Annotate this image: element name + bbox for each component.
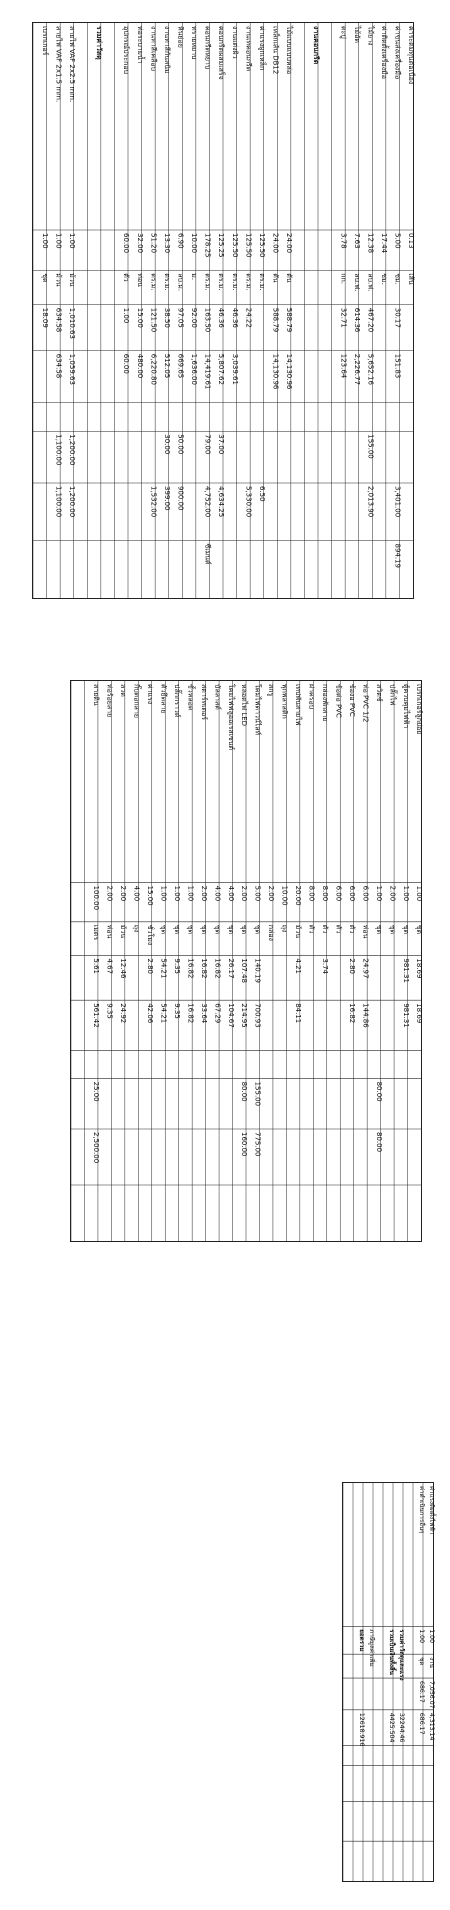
table-cell: 1,059.63 bbox=[67, 353, 76, 385]
table-cell: 480.00 bbox=[135, 353, 144, 379]
table-cell: กิ๊บตอกสาย bbox=[132, 684, 141, 718]
table-cell: หลอดไฟ LED bbox=[240, 684, 249, 727]
table-cell: 1.00 bbox=[40, 233, 49, 249]
table-cell: ชุด bbox=[159, 924, 168, 935]
table-cell: 3.78 bbox=[339, 233, 348, 249]
table-cell: ตัว bbox=[334, 924, 343, 934]
table-cell: 4.67 bbox=[105, 958, 114, 974]
table-cell: 46.36 bbox=[217, 307, 226, 328]
table-cell: 2.00 bbox=[267, 885, 276, 902]
table-cell: อุปกรณ์ประกอบ bbox=[122, 26, 131, 74]
table-cell: ชั่วโมง bbox=[146, 924, 154, 946]
table-cell: ชุด bbox=[240, 924, 249, 935]
table-cell: 6.00 bbox=[334, 885, 343, 902]
table-cell: 80.00 bbox=[374, 1132, 383, 1153]
cost-table-1 bbox=[32, 22, 414, 599]
table-cell: หินย่อย bbox=[176, 26, 185, 48]
table-cell: 107.48 bbox=[240, 958, 249, 983]
table-cell: 588.79 bbox=[285, 307, 294, 333]
table-cell: ตร.ม. bbox=[203, 273, 212, 291]
table-cell: 5,330.00 bbox=[244, 486, 253, 518]
table-cell: ตร.ม. bbox=[149, 273, 158, 291]
table-cell: ข้อต่อ PVC bbox=[334, 684, 343, 718]
table-cell: 7,056.07 bbox=[428, 1681, 436, 1709]
table-cell: ม้วน bbox=[54, 273, 63, 287]
table-cell: ทรายหยาบ bbox=[190, 26, 199, 60]
table-cell: ลวด bbox=[119, 684, 128, 697]
table-cell: ยอดรวม bbox=[358, 1629, 366, 1652]
table-cell: 155.00 bbox=[366, 434, 375, 459]
table-cell: ม้วน bbox=[294, 924, 303, 939]
table-cell: 32.71 bbox=[339, 307, 348, 328]
table-cell: 37.00 bbox=[217, 434, 226, 455]
table-cell: สกรู bbox=[267, 684, 276, 697]
table-cell: ชุด bbox=[40, 273, 49, 283]
table-cell: ชม. bbox=[393, 273, 402, 285]
table-cell: ชุด bbox=[388, 924, 397, 935]
table-cell: 5.00 bbox=[253, 885, 262, 902]
table-cell: 15.00 bbox=[135, 307, 144, 328]
table-cell: ตัน bbox=[285, 273, 294, 283]
table-cell: ชุด bbox=[415, 924, 424, 935]
table-cell: 16.82 bbox=[347, 1003, 356, 1024]
table-cell: 4.00 bbox=[132, 885, 141, 902]
table-cell: 140.19 bbox=[253, 958, 262, 983]
cost-table-3 bbox=[342, 1482, 434, 1882]
table-cell: ตู้ควบคุมไฟฟ้า bbox=[401, 684, 410, 729]
table-cell: 60.00 bbox=[122, 233, 131, 254]
table-cell: 1,100.00 bbox=[54, 486, 63, 518]
table-cell: 5,652.16 bbox=[366, 353, 375, 385]
table-cell: 92.00 bbox=[190, 307, 199, 328]
table-cell: ฝาครอบ bbox=[307, 684, 316, 710]
table-cell: 634.58 bbox=[54, 353, 63, 379]
table-cell: 4.21 bbox=[294, 958, 303, 974]
table-cell: 4,634.25 bbox=[217, 486, 226, 518]
table-cell: ค่าแรงผูกเหล็ก bbox=[257, 26, 266, 71]
table-cell: 12618.916 bbox=[358, 1712, 366, 1747]
table-cell: 9.35 bbox=[172, 1003, 181, 1019]
table-cell: ท่อน bbox=[135, 273, 144, 287]
table-cell: 4,313.14 bbox=[428, 1712, 436, 1741]
table-cell: 80.00 bbox=[240, 1081, 249, 1102]
table-cell: ชุด bbox=[186, 924, 195, 935]
table-cell: ชุด bbox=[374, 924, 383, 935]
table-cell: 1.00 bbox=[374, 885, 383, 902]
table-cell: 6.00 bbox=[361, 885, 370, 902]
table-grid bbox=[33, 23, 416, 598]
table-cell: ภาษีมูลค่าเพิ่ม bbox=[368, 1629, 376, 1667]
table-cell: คอนกรีตหยาบ bbox=[203, 26, 212, 70]
table-cell: ตร.ม. bbox=[217, 273, 226, 291]
table-cell: ข้องอ PVC bbox=[347, 684, 356, 717]
table-cell: 16.82 bbox=[213, 958, 222, 979]
table-cell: 6.50 bbox=[257, 486, 266, 502]
table-cell: 67.29 bbox=[213, 1003, 222, 1024]
table-cell: เส้น bbox=[407, 273, 416, 285]
table-cell: 51.20 bbox=[149, 233, 158, 254]
table-cell: 1.00 bbox=[415, 885, 424, 902]
table-grid bbox=[343, 1483, 436, 1881]
table-cell: ไม้แบบแบบหล่อ bbox=[285, 26, 294, 75]
table-cell: 6.90 bbox=[176, 233, 185, 249]
table-cell: ตร.ม. bbox=[230, 273, 239, 291]
table-cell: สวิตช์ bbox=[374, 684, 383, 702]
table-cell: 1.00 bbox=[186, 885, 195, 902]
table-cell: 2,500.00 bbox=[92, 1132, 101, 1164]
table-cell: ชุด bbox=[226, 924, 235, 935]
table-cell: 121.50 bbox=[149, 307, 158, 333]
table-cell: 24.00 bbox=[285, 233, 294, 254]
table-cell: ค่าแรง bbox=[146, 684, 154, 705]
table-cell: ปลั๊กกราวด์ bbox=[172, 684, 181, 718]
table-cell: ตร.ม. bbox=[162, 273, 171, 291]
table-cell: กล่อง bbox=[267, 924, 276, 941]
table-cell: 2.80 bbox=[146, 958, 154, 974]
table-cell: 686.17 bbox=[418, 1712, 426, 1735]
table-cell: 686.17 bbox=[418, 1681, 426, 1703]
table-cell: 14,130.96 bbox=[285, 353, 294, 390]
table-cell: 14,130.96 bbox=[271, 353, 280, 390]
table-cell: 5,807.62 bbox=[217, 353, 226, 385]
table-cell: 4,752.00 bbox=[203, 486, 212, 518]
table-cell: 80.00 bbox=[374, 1081, 383, 1102]
table-cell: สายไฟ VAF 2x2.5 mm. bbox=[67, 26, 76, 103]
table-cell: 123.64 bbox=[339, 353, 348, 379]
table-cell: 12.38 bbox=[366, 233, 375, 254]
table-cell: 399.00 bbox=[162, 486, 171, 511]
table-cell: 8.00 bbox=[307, 885, 316, 902]
table-cell: 54.21 bbox=[159, 1003, 168, 1024]
table-cell: 151.83 bbox=[393, 353, 402, 379]
table-cell: 2,226.77 bbox=[352, 353, 361, 385]
table-cell: 4425.504 bbox=[388, 1712, 396, 1743]
table-cell: รวมค่าวัสดุ bbox=[95, 26, 104, 60]
table-cell: 50.00 bbox=[176, 434, 185, 455]
table-cell: ชม. bbox=[380, 273, 389, 285]
table-cell: 512.05 bbox=[162, 353, 171, 379]
table-cell: 163.50 bbox=[203, 307, 212, 333]
table-cell: เบรกเกอร์ bbox=[40, 26, 49, 56]
table-cell: 467.20 bbox=[366, 307, 375, 333]
table-cell: 5.61 bbox=[92, 958, 101, 974]
table-cell: 2.80 bbox=[347, 958, 356, 974]
table-cell: 900.00 bbox=[176, 486, 185, 511]
table-cell: ท่อ PVC 1/2 bbox=[361, 684, 370, 723]
table-cell: 125.25 bbox=[217, 233, 226, 258]
table-cell: 24.97 bbox=[361, 958, 370, 979]
table-cell: 3,039.61 bbox=[230, 353, 239, 385]
table-cell: งานทาสีกันสนิม bbox=[162, 26, 171, 74]
table-cell: ท่อน bbox=[105, 924, 114, 939]
table-cell: 125.50 bbox=[230, 233, 239, 258]
table-cell: ค่าติดตั้งเครื่องมือ bbox=[380, 26, 389, 79]
table-cell: ตะปู bbox=[339, 26, 348, 39]
table-cell: 30.17 bbox=[393, 307, 402, 328]
table-cell: เทปพันสายไฟ bbox=[294, 684, 303, 726]
table-cell: ท่อร้อยสาย bbox=[105, 684, 114, 718]
table-cell: กล่องพักสาย bbox=[321, 684, 329, 722]
table-cell: 20.00 bbox=[294, 885, 303, 906]
table-cell: 10.00 bbox=[190, 233, 199, 254]
table-cell: ชุด bbox=[199, 924, 208, 935]
table-cell: 1.00 bbox=[428, 1629, 436, 1644]
table-cell: 16.82 bbox=[199, 958, 208, 979]
table-cell: ลบ.ฟ. bbox=[352, 273, 361, 292]
table-cell: 634.58 bbox=[54, 307, 63, 333]
table-cell: 614.36 bbox=[352, 307, 361, 333]
table-cell: ตัว bbox=[122, 273, 131, 282]
table-cell: ท่อระบายน้ำ bbox=[135, 26, 144, 64]
table-cell: 1,010.63 bbox=[67, 307, 76, 339]
table-cell: ชุด bbox=[253, 924, 262, 935]
table-cell: สตาร์ทเตอร์ bbox=[199, 684, 208, 721]
table-cell: 1,532.00 bbox=[149, 486, 158, 518]
table-cell: 25.00 bbox=[92, 1081, 101, 1102]
table-cell: 10.00 bbox=[280, 885, 289, 906]
table-cell: ซีเมนต์ bbox=[203, 543, 212, 565]
table-cell: 669.65 bbox=[176, 353, 185, 379]
table-cell: งานเทคอนกรีต bbox=[244, 26, 253, 72]
table-cell: 38.50 bbox=[162, 307, 171, 328]
table-cell: 26.17 bbox=[226, 958, 235, 979]
table-cell: 32.00 bbox=[135, 233, 144, 254]
table-cell: 144.86 bbox=[361, 1003, 370, 1028]
table-cell: ตัว bbox=[321, 924, 329, 934]
table-cell: กก. bbox=[339, 273, 348, 284]
table-cell: 1.00 bbox=[54, 233, 63, 249]
table-cell: 160.00 bbox=[240, 1132, 249, 1157]
table-cell: รวมเป็นเงินทั้งสิ้น bbox=[388, 1629, 396, 1675]
table-cell: 6,220.80 bbox=[149, 353, 158, 385]
table-cell: 1.00 bbox=[122, 307, 131, 324]
table-cell: 894.19 bbox=[393, 543, 402, 568]
table-cell: 104.67 bbox=[226, 1003, 235, 1028]
table-cell: ค่าดำเนินการอื่นๆ bbox=[418, 1486, 426, 1534]
table-cell: 4.00 bbox=[213, 885, 222, 902]
table-cell: 1.00 bbox=[401, 885, 410, 902]
table-cell: 2.00 bbox=[199, 885, 208, 902]
table-cell: ถุง bbox=[132, 924, 141, 933]
table-cell: ถุง bbox=[280, 924, 289, 933]
table-cell: ม้วน bbox=[67, 273, 76, 287]
table-cell: ชุด bbox=[172, 924, 181, 935]
table-cell: 9.35 bbox=[105, 1003, 114, 1019]
table-cell: 125.50 bbox=[257, 233, 266, 258]
table-cell: 24.00 bbox=[271, 233, 280, 254]
table-cell: ค่าขนส่งเครื่องมือ bbox=[393, 26, 402, 80]
table-cell: บัลลาสต์ bbox=[213, 684, 222, 710]
table-cell: 9.35 bbox=[172, 958, 181, 974]
table-cell: 561.42 bbox=[92, 1003, 101, 1028]
table-cell: 2.00 bbox=[240, 885, 249, 902]
table-cell: 33.64 bbox=[199, 1003, 208, 1024]
table-cell: 7.63 bbox=[352, 233, 361, 249]
table-cell: 42.06 bbox=[146, 1003, 154, 1024]
table-cell: ตัวยึดสาย bbox=[159, 684, 168, 714]
table-cell: 54.21 bbox=[159, 958, 168, 979]
table-cell: 13.30 bbox=[162, 233, 171, 254]
table-cell: งานคอนกรีต bbox=[312, 26, 321, 65]
table-cell: 30.00 bbox=[162, 434, 171, 455]
table-cell: 17.44 bbox=[380, 233, 389, 254]
table-cell: 1,100.00 bbox=[54, 434, 63, 466]
table-cell: ตร.ม. bbox=[257, 273, 266, 291]
table-cell: 2,013.90 bbox=[366, 486, 375, 518]
table-cell: ขั้วหลอด bbox=[186, 684, 195, 711]
table-cell: งาน bbox=[428, 1657, 436, 1668]
table-cell: ไม้อัด bbox=[352, 26, 361, 43]
table-cell: 3,401.00 bbox=[393, 486, 402, 518]
table-cell: ตัว bbox=[307, 924, 316, 934]
table-cell: ค่าระดมทุนต่อเนื่อง bbox=[407, 26, 416, 85]
table-cell: 981.31 bbox=[401, 958, 410, 983]
table-cell: 700.93 bbox=[253, 1003, 262, 1028]
table-cell: ค่าแรงติดตั้งไฟฟ้า bbox=[428, 1486, 436, 1535]
table-cell: พุกพลาสติก bbox=[280, 684, 289, 719]
table-cell: 5.00 bbox=[393, 233, 402, 249]
table-grid bbox=[71, 681, 424, 1241]
table-cell: 2.00 bbox=[388, 885, 397, 902]
table-cell: 775.00 bbox=[253, 1132, 262, 1157]
table-cell: เบรกเกอร์ลูกย่อย bbox=[415, 684, 424, 735]
cost-table-2 bbox=[70, 680, 422, 1242]
table-cell: 6.00 bbox=[347, 885, 356, 902]
table-cell: 4.00 bbox=[226, 885, 235, 902]
table-cell: 1,200.00 bbox=[67, 486, 76, 518]
table-cell: ตัน bbox=[271, 273, 280, 283]
table-cell: ม. bbox=[190, 273, 199, 281]
table-cell: 1,636.00 bbox=[190, 353, 199, 385]
table-cell: งานแต่งผิว bbox=[230, 26, 239, 59]
table-cell: 14,419.61 bbox=[203, 353, 212, 390]
table-cell: ชุด bbox=[418, 1657, 426, 1666]
table-cell: 100.00 bbox=[92, 885, 101, 911]
table-cell: 18.09 bbox=[40, 307, 49, 328]
table-cell: 79.00 bbox=[203, 434, 212, 455]
table-cell: 18.69 bbox=[415, 958, 424, 979]
table-cell: 8.00 bbox=[321, 885, 329, 902]
table-cell: ตร.ม. bbox=[244, 273, 253, 291]
table-cell: 1.00 bbox=[67, 233, 76, 249]
table-cell: 981.31 bbox=[401, 1003, 410, 1028]
table-cell: ลบ.ม. bbox=[176, 273, 185, 292]
table-cell: 3.74 bbox=[321, 958, 329, 974]
table-cell: 155.00 bbox=[253, 1081, 262, 1107]
table-cell: 588.79 bbox=[271, 307, 280, 333]
table-cell: รวมค่าวัสดุและแรง bbox=[398, 1629, 406, 1681]
table-cell: 1,200.00 bbox=[67, 434, 76, 466]
table-cell: 178.25 bbox=[203, 233, 212, 258]
table-cell: ปลั๊กไฟ bbox=[388, 684, 397, 706]
table-cell: 125.50 bbox=[244, 233, 253, 258]
table-cell: ม้วน bbox=[119, 924, 128, 939]
table-cell: คอนกรีตผสมเสร็จ bbox=[217, 26, 226, 80]
table-cell: 12.46 bbox=[119, 958, 128, 979]
table-cell: 1.00 bbox=[172, 885, 181, 902]
table-cell: 214.95 bbox=[240, 1003, 249, 1028]
table-cell: งานทาสีเคลือบ bbox=[149, 26, 158, 71]
table-cell: 16.82 bbox=[186, 1003, 195, 1024]
table-cell: 24.22 bbox=[244, 307, 253, 328]
table-cell: 2.00 bbox=[105, 885, 114, 902]
table-cell: ชุด bbox=[401, 924, 410, 935]
table-cell: 0.13 bbox=[407, 233, 416, 249]
table-cell: 16.82 bbox=[186, 958, 195, 979]
table-cell: 18.69 bbox=[415, 1003, 424, 1024]
table-cell: ท่อน bbox=[361, 924, 370, 939]
table-cell: 1.00 bbox=[418, 1629, 426, 1644]
table-cell: 15.00 bbox=[146, 885, 154, 906]
table-cell: 97.05 bbox=[176, 307, 185, 328]
table-cell: ลบ.ฟ. bbox=[366, 273, 375, 292]
table-cell: 24.92 bbox=[119, 1003, 128, 1024]
table-cell: 84.11 bbox=[294, 1003, 303, 1024]
table-cell: สายไฟ VAF 2x1.5 mm. bbox=[54, 26, 63, 103]
table-cell: เหล็กเส้น DB12 bbox=[271, 26, 280, 75]
table-cell: 60.00 bbox=[122, 353, 131, 374]
table-cell: 1.00 bbox=[159, 885, 168, 902]
table-cell: ไม้ยาง bbox=[366, 26, 375, 46]
table-cell: 46.36 bbox=[230, 307, 239, 328]
table-cell: เมตร bbox=[92, 924, 101, 941]
table-cell: ชุด bbox=[213, 924, 222, 935]
table-cell: โคมไฟดาวน์ไลท์ bbox=[253, 684, 262, 736]
table-cell: สายดิน bbox=[92, 684, 101, 706]
table-cell: ตัว bbox=[347, 924, 356, 934]
table-cell: 32244.46 bbox=[398, 1712, 406, 1743]
table-cell: โคมไฟฟลูออเรสเซนต์ bbox=[226, 684, 235, 751]
table-cell: 2.00 bbox=[119, 885, 128, 902]
